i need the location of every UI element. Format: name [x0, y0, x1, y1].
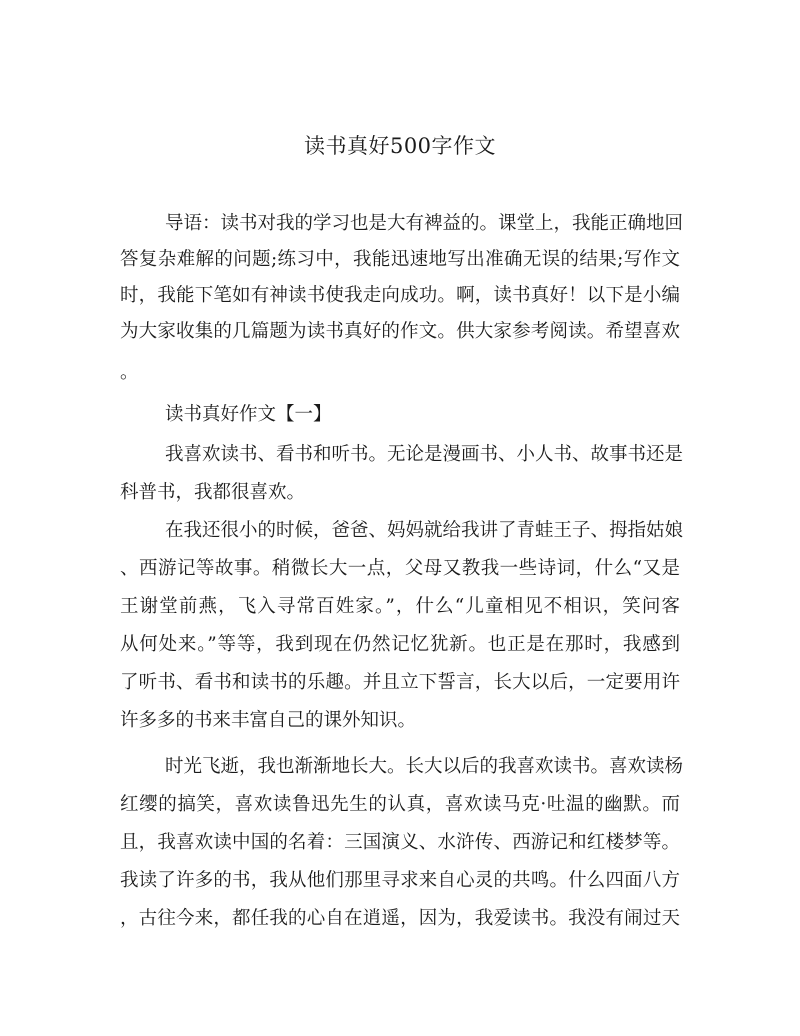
paragraph-line: 且，我喜欢读中国的名着：三国演义、水浒传、西游记和红楼梦等。	[120, 832, 680, 853]
intro-line: 答复杂难解的问题;练习中，我能迅速地写出准确无误的结果;写作文	[120, 249, 680, 270]
paragraph-line: 红缨的搞笑，喜欢读鲁迅先生的认真，喜欢读马克·吐温的幽默。而	[120, 794, 680, 815]
paragraph-line: 从何处来。”等等，我到现在仍然记忆犹新。也正是在那时，我感到	[120, 634, 680, 655]
paragraph-line: 王谢堂前燕，飞入寻常百姓家。”，什么“儿童相见不相识，笑问客	[120, 596, 680, 617]
paragraph-line: 在我还很小的时候，爸爸、妈妈就给我讲了青蛙王子、拇指姑娘	[165, 520, 684, 541]
paragraph-line: 我读了许多的书，我从他们那里寻求来自心灵的共鸣。什么四面八方	[120, 870, 680, 891]
paragraph-line: 许多多的书来丰富自己的课外知识。	[120, 710, 417, 731]
intro-line: 为大家收集的几篇题为读书真好的作文。供大家参考阅读。希望喜欢	[120, 321, 680, 342]
document-title: 读书真好500字作文	[303, 134, 497, 158]
paragraph-line: 、西游记等故事。稍微长大一点，父母又教我一些诗词，什么“又是	[120, 558, 680, 579]
intro-line: 。	[120, 362, 139, 383]
paragraph-line: 了听书、看书和读书的乐趣。并且立下誓言，长大以后，一定要用许	[120, 672, 680, 693]
intro-line: 导语：读书对我的学习也是大有裨益的。课堂上，我能正确地回	[165, 213, 684, 234]
paragraph-line: 时光飞逝，我也渐渐地长大。长大以后的我喜欢读书。喜欢读杨	[165, 756, 684, 777]
paragraph-line: 我喜欢读书、看书和听书。无论是漫画书、小人书、故事书还是	[165, 444, 684, 465]
paragraph-line: 科普书，我都很喜欢。	[120, 482, 306, 503]
section-heading: 读书真好作文【一】	[165, 404, 332, 425]
intro-line: 时，我能下笔如有神读书使我走向成功。啊，读书真好！以下是小编	[120, 285, 680, 306]
paragraph-line: ，古往今来，都任我的心自在逍遥，因为，我爱读书。我没有闹过天	[120, 908, 680, 929]
